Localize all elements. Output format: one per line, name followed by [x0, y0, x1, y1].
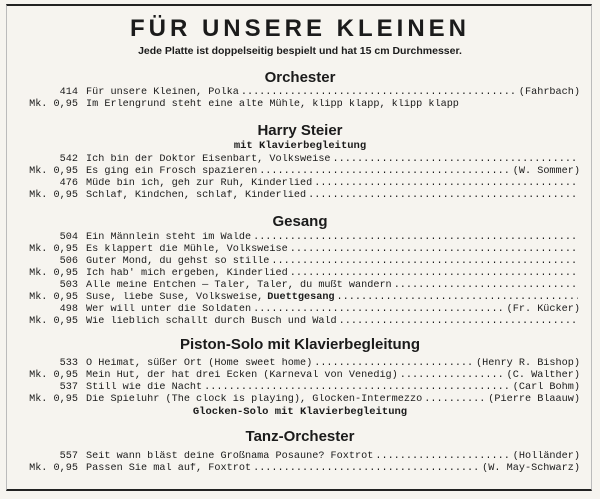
- song-title: Still wie die Nacht: [86, 382, 203, 393]
- composer: (Pierre Blaauw): [488, 394, 580, 405]
- composer: (Carl Bohm): [512, 382, 580, 393]
- song-title: Seit wann bläst deine Großnama Posaune? Foxtrot: [86, 451, 374, 462]
- record-number: 506: [59, 256, 78, 267]
- list-item: [8, 394, 580, 406]
- list-item: [8, 166, 580, 178]
- record-price: Mk. 0,95: [29, 166, 78, 177]
- composer: (Henry R. Bishop): [476, 358, 580, 369]
- list-item: [8, 256, 580, 268]
- song-title: Ein Männlein steht im Walde: [86, 232, 252, 243]
- list-item: [8, 87, 580, 99]
- song-title: Mein Hut, der hat drei Ecken (Karneval von Venedig): [86, 370, 398, 381]
- list-item: [8, 370, 580, 382]
- section-subheading: mit Klavierbegleitung: [233, 140, 367, 152]
- record-number: 498: [59, 304, 78, 315]
- list-item: [8, 304, 580, 316]
- record-number: 533: [59, 358, 78, 369]
- record-number: 503: [59, 280, 78, 291]
- list-item: [8, 268, 580, 280]
- record-price: Mk. 0,95: [29, 394, 78, 405]
- record-number: 557: [59, 451, 78, 462]
- song-title: Für unsere Kleinen, Polka: [86, 87, 239, 98]
- composer: (W. Sommer): [512, 166, 580, 177]
- record-number: 537: [59, 382, 78, 393]
- section-footnote: Glocken-Solo mit Klavierbegleitung: [192, 406, 408, 418]
- song-title: Im Erlengrund steht eine alte Mühle, klipp klapp, klipp klapp: [86, 99, 459, 110]
- list-item: [8, 232, 580, 244]
- list-item: [8, 178, 580, 190]
- record-price: Mk. 0,95: [29, 292, 78, 303]
- record-number: 476: [59, 178, 78, 189]
- list-item: [8, 154, 580, 166]
- song-title: Es klappert die Mühle, Volksweise: [86, 244, 288, 255]
- list-item: [8, 451, 580, 463]
- song-title: Ich hab' mich ergeben, Kinderlied: [86, 268, 288, 279]
- section-heading-orchester: Orchester: [264, 69, 336, 86]
- song-title: Es ging ein Frosch spazieren: [86, 166, 258, 177]
- list-item: [8, 244, 580, 256]
- song-title: Wie lieblich schallt durch Busch und Wald: [86, 316, 337, 327]
- section-heading-gesang: Gesang: [272, 213, 328, 230]
- record-price: Mk. 0,95: [29, 190, 78, 201]
- composer: (W. May-Schwarz): [482, 463, 580, 474]
- record-price: Mk. 0,95: [29, 268, 78, 279]
- composer: (Fr. Kücker): [506, 304, 580, 315]
- song-title: Die Spieluhr (The clock is playing), Glocken-Intermezzo: [86, 394, 423, 405]
- record-price: Mk. 0,95: [29, 99, 78, 110]
- list-item: [8, 316, 580, 328]
- section-heading-harry-steier: Harry Steier: [257, 122, 343, 139]
- composer: (Holländer): [512, 451, 580, 462]
- record-number: 542: [59, 154, 78, 165]
- page-subtitle: Jede Platte ist doppelseitig bespielt und hat 15 cm Durchmesser.: [138, 45, 462, 57]
- record-price: Mk. 0,95: [29, 463, 78, 474]
- section-heading-tanz-orchester: Tanz-Orchester: [245, 428, 355, 445]
- list-item: [8, 99, 580, 111]
- list-item: [8, 463, 580, 475]
- record-number: 414: [59, 87, 78, 98]
- list-item: [8, 280, 580, 292]
- song-title: Wer will unter die Soldaten: [86, 304, 252, 315]
- section-heading-piston-solo: Piston-Solo mit Klavierbegleitung: [179, 336, 421, 353]
- record-price: Mk. 0,95: [29, 244, 78, 255]
- list-item: [8, 382, 580, 394]
- song-title: Guter Mond, du gehst so stille: [86, 256, 270, 267]
- song-title: Passen Sie mal auf, Foxtrot: [86, 463, 252, 474]
- song-title: Suse, liebe Suse, Volksweise,: [86, 292, 264, 303]
- composer: (C. Walther): [506, 370, 580, 381]
- song-title: Ich bin der Doktor Eisenbart, Volksweise: [86, 154, 331, 165]
- performance-note: Duettgesang: [267, 292, 335, 303]
- record-number: 504: [59, 232, 78, 243]
- record-price: Mk. 0,95: [29, 370, 78, 381]
- song-title: O Heimat, süßer Ort (Home sweet home): [86, 358, 313, 369]
- list-item: [8, 358, 580, 370]
- song-title: Schlaf, Kindchen, schlaf, Kinderlied: [86, 190, 307, 201]
- list-item: [8, 190, 580, 202]
- record-price: Mk. 0,95: [29, 316, 78, 327]
- list-item: [8, 292, 580, 304]
- composer: (Fahrbach): [518, 87, 580, 98]
- song-title: Alle meine Entchen — Taler, Taler, du mußt wandern: [86, 280, 392, 291]
- song-title: Müde bin ich, geh zur Ruh, Kinderlied: [86, 178, 313, 189]
- page-title: FÜR UNSERE KLEINEN: [129, 15, 471, 42]
